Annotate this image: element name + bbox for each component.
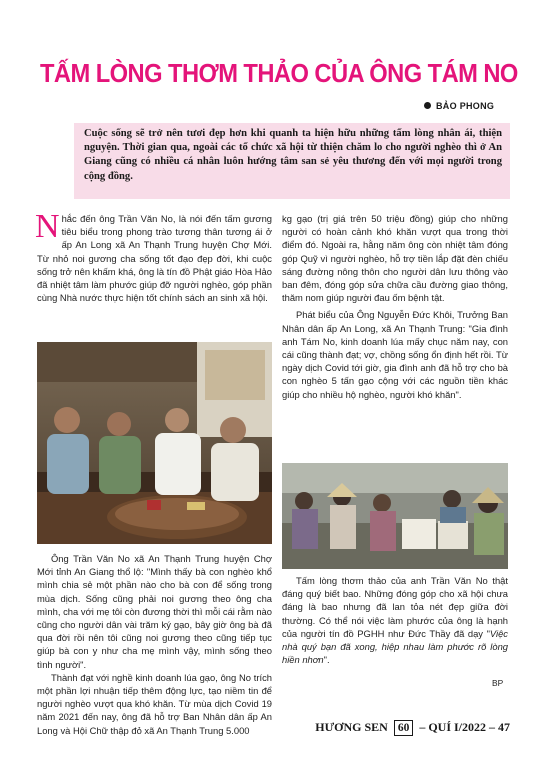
footer-separator: –	[419, 720, 426, 734]
signoff: BP	[492, 678, 504, 688]
body-column-right-top	[282, 212, 508, 460]
quote-text: Việc nhà quý bạn đã xong, hiệp nhau làm phước rõ lòng hiền nhơn	[282, 627, 508, 666]
body-paragraph-2: Ông Trần Văn No xã An Thạnh Trung huyện Chợ Mới tỉnh An Giang thổ lộ: "Mình thấy bà con nghèo khổ mình chia sẻ một phần nào cho bà con để sống trong mùa dịch. Sống cũng phải noi gương theo ông cha mình, cha với mẹ tôi còn đương thời thì mỗi cái rằm nào cũng cho người dân vài trăm ký gạo, bây giờ ông bà đã qua đời rồi nên tôi cũng noi gương theo cũng tiếp tục giúp bà con y như cha mẹ mình vậy, mình sống theo tình người".	[37, 553, 272, 670]
lead-paragraph: Cuộc sống sẽ trở nên tươi đẹp hơn khi quanh ta hiện hữu những tấm lòng nhân ái, thiện nguyện. Thời gian qua, ngoài các tổ chức xã hội từ thiện chăm lo cho người nghèo thì ở An Giang cũng có nhiều cá nhân luôn hướng tâm san sẻ yêu thương đến với mọi người trong cộng đồng.	[74, 123, 510, 199]
body-paragraph-5: Phát biểu của Ông Nguyễn Đức Khôi, Trưởng Ban Nhân dân ấp An Long, xã An Thạnh Trung: "Gia đình anh Tám No, kinh doanh lúa mấy chục năm nay, con cái cũng thành đạt; vợ, chồng sống ổn định hết rồi. Từ ngày dịch Covid tới giờ, gia đình anh đã hỗ trợ cho bà con nghèo 5 tấn gạo cộng với các nguồn tiền khác giúp cho nhiều hộ nghèo, người khó khăn".	[282, 309, 508, 400]
drop-cap: N	[35, 208, 60, 245]
photo-rice-distribution	[282, 463, 508, 569]
page-footer	[300, 720, 510, 740]
paragraph-6-text: Tấm lòng thơm thảo của anh Trần Văn No thật đáng quý biết bao. Những đóng góp cho xã hội chưa đáng là bao nhưng đã lan tỏa nét đẹp giữa đời thường. Có thể nói việc làm phước của ông là hạnh của người tín đồ PGHH như Đức Thầy đã dạy "	[282, 575, 508, 639]
body-paragraph-1	[35, 208, 272, 304]
body-paragraph-6	[282, 574, 508, 666]
author-byline	[424, 101, 514, 113]
paragraph-1-text: hắc đến ông Trần Văn No, là nói đến tấm gương tiêu biểu trong phong trào tương thân tương ái ở ấp An Long xã An Thạnh Trung huyện Chợ Mới. Từ nhỏ noi gương cha sống tốt đạo đẹp đời, khi cuộc sống trở nên khấm khá, ông là tín đồ Phật giáo Hòa Hảo đã nhiệt tâm làm phước giúp đỡ người nghèo, góp phần cùng Nhà nước thực hiện tốt chính sách an sinh xã hội.	[37, 213, 272, 304]
body-paragraph-3: Thành đạt với nghề kinh doanh lúa gạo, ông No trích một phần lợi nhuận tiếp thêm động lực, tạo niềm tin để người nghèo vượt qua khó khăn. Từ mùa dịch Covid 19 năm 2021 đến nay, ông đã hỗ trợ Ban Nhân dân ấp An Long và Hội Chữ thập đỏ xã An Thạnh Trung 5.000	[37, 671, 272, 736]
quarter-label: QUÍ I/2022	[428, 720, 486, 734]
page-number: 47	[498, 720, 510, 734]
magazine-name: HƯƠNG SEN	[315, 720, 388, 734]
bullet-icon	[424, 102, 431, 109]
author-name: BẢO PHONG	[436, 101, 495, 111]
paragraph-6-end: ".	[323, 654, 330, 666]
issue-number: 60	[394, 720, 414, 736]
body-paragraph-4: kg gạo (trị giá trên 50 triệu đồng) giúp cho những người có hoàn cảnh khó khăn vượt qua trong thời điểm đó. Ngoài ra, hằng năm ông còn nhiệt tâm đóng góp Quỹ vì người nghèo, hỗ trợ tiền lắp đặt đèn chiếu sáng đường nông thôn cho người dân lưu thông vào ban đêm, đóng góp sửa chữa cầu đường giao thông, thăm nom giúp người đau ốm bệnh tật.	[282, 213, 508, 304]
footer-separator: –	[489, 720, 495, 734]
body-column-left-top	[35, 208, 272, 338]
article-title: TẤM LÒNG THƠM THẢO CỦA ÔNG TÁM NO	[40, 60, 518, 88]
photo-men-seated	[37, 342, 272, 544]
body-column-right-bottom	[282, 574, 508, 684]
body-column-left-bottom	[37, 552, 272, 736]
